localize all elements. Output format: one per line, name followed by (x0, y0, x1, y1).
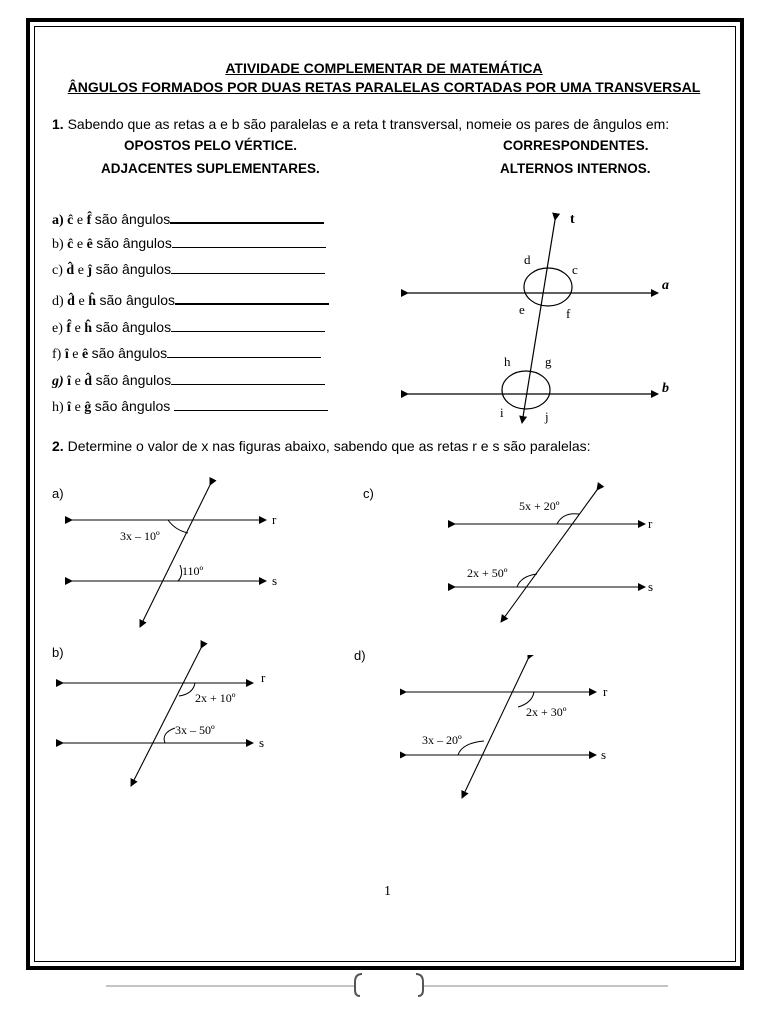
q1-item-g: g) î e d̂ são ângulos (52, 371, 325, 390)
worksheet-title: ATIVIDADE COMPLEMENTAR DE MATEMÁTICA (225, 60, 543, 76)
answer-blank[interactable] (171, 371, 325, 385)
label-b: b (662, 381, 669, 396)
q1-item-c: c) d̂ e ĵ são ângulos (52, 260, 325, 279)
angle-h: h (504, 354, 511, 369)
angle-f: f (566, 306, 571, 321)
question-1: 1. Sabendo que as retas a e b são paralelas e a reta t transversal, nomeie os pares de ângulos em: (52, 116, 670, 132)
figure-c-label: c) (363, 486, 374, 501)
answer-blank[interactable] (171, 260, 325, 274)
svg-text:s: s (601, 747, 607, 762)
q1-item-a: a) ĉ e f̂ são ângulos (52, 209, 324, 229)
answer-blank[interactable] (171, 318, 325, 332)
svg-text:s: s (259, 735, 265, 750)
svg-text:r: r (603, 684, 608, 699)
label-a: a (662, 278, 669, 293)
svg-text:s: s (272, 573, 278, 588)
category-opostos: OPOSTOS PELO VÉRTICE. (124, 138, 298, 153)
figure-b-angle1: 2x + 10º (195, 691, 236, 705)
answer-blank[interactable] (170, 209, 324, 224)
q1-item-b: b) ĉ e ê são ângulos (52, 234, 326, 253)
figure-c (445, 482, 675, 627)
question-2: 2. Determine o valor de x nas figuras abaixo, sabendo que as retas r e s são paralelas: (52, 438, 591, 454)
figure-d-label: d) (354, 648, 366, 663)
footer-decoration (0, 972, 768, 1012)
figure-c-angle1: 5x + 20º (519, 499, 560, 513)
figure-a-angle1: 3x – 10º (120, 529, 160, 543)
figure-b (55, 640, 285, 790)
svg-text:s: s (648, 579, 654, 594)
figure-a-label: a) (52, 486, 64, 501)
angle-circle-bottom (502, 371, 550, 409)
answer-blank[interactable] (175, 290, 329, 305)
angle-circle-top (524, 268, 572, 306)
angle-i: i (500, 405, 504, 420)
answer-blank[interactable] (167, 344, 321, 358)
svg-text:r: r (261, 670, 266, 685)
svg-text:r: r (272, 512, 277, 527)
q1-item-f: f) î e ê são ângulos (52, 344, 321, 363)
category-alternos: ALTERNOS INTERNOS. (500, 161, 651, 176)
q1-item-e: e) f̂ e ĥ são ângulos (52, 318, 325, 337)
question-2-text: Determine o valor de x nas figuras abaixo, sabendo que as retas r e s são paralelas: (67, 438, 591, 454)
category-adjacentes: ADJACENTES SUPLEMENTARES. (101, 161, 320, 176)
figure-d-angle2: 3x – 20º (422, 733, 462, 747)
worksheet-subtitle: ÂNGULOS FORMADOS POR DUAS RETAS PARALELAS CORTADAS POR UMA TRANSVERSAL (67, 79, 701, 95)
category-correspondentes: CORRESPONDENTES. (503, 138, 649, 153)
figure-a-angle2: 110º (182, 564, 204, 578)
figure-a (60, 475, 290, 635)
q1-item-h: h) î e ĝ são ângulos (52, 397, 328, 416)
figure-d-angle1: 2x + 30º (526, 705, 567, 719)
svg-text:r: r (648, 516, 653, 531)
q1-figure (400, 205, 690, 430)
label-t: t (570, 212, 575, 227)
q1-item-d: d) d̂ e ĥ são ângulos (52, 290, 329, 310)
angle-j: j (545, 409, 549, 424)
page-number: 1 (384, 884, 391, 899)
answer-blank[interactable] (172, 234, 326, 248)
angle-c: c (572, 262, 578, 277)
answer-blank[interactable] (174, 397, 328, 411)
figure-c-angle2: 2x + 50º (467, 566, 508, 580)
angle-g: g (545, 354, 552, 369)
question-1-text: Sabendo que as retas a e b são paralelas e a reta t transversal, nomeie os pares de ângulos em: (67, 116, 670, 132)
figure-b-label: b) (52, 645, 64, 660)
figure-d (400, 655, 630, 805)
angle-d: d (524, 252, 531, 267)
figure-b-angle2: 3x – 50º (175, 723, 215, 737)
angle-e: e (519, 302, 525, 317)
